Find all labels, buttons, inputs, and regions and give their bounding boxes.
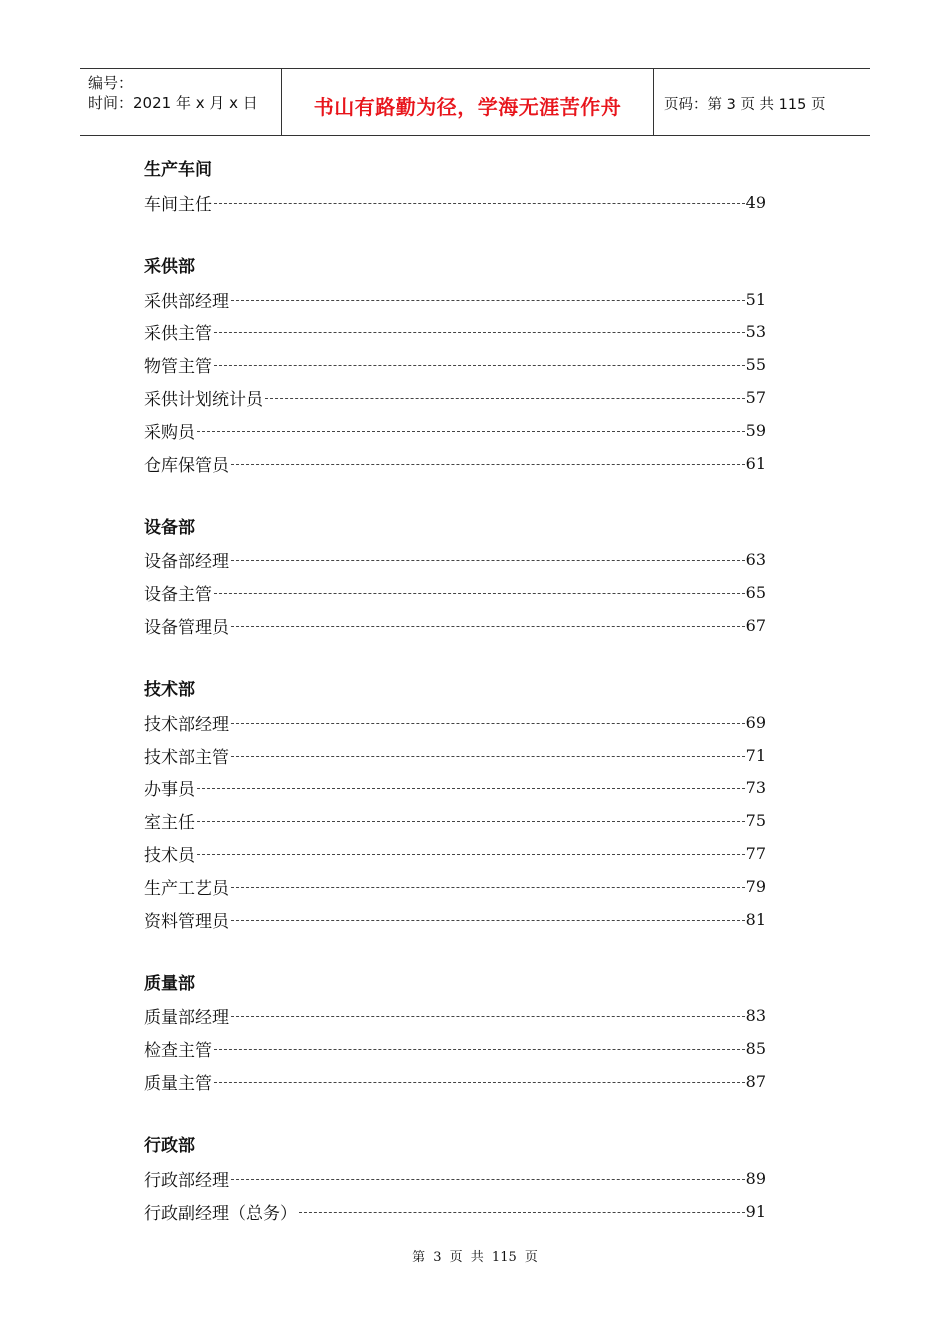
toc-entry-label: 采购员 (144, 422, 195, 443)
toc-entry-page-number: 55 (745, 355, 766, 375)
motto-text: 书山有路勤为径，学海无涯苦作舟 (313, 94, 622, 119)
toc-section-title: 设备部 (144, 517, 195, 538)
toc-leader-line (299, 1212, 745, 1213)
header-page-info: 页码：第 3 页 共 115 页 (664, 97, 826, 113)
toc-leader-line (231, 723, 745, 724)
toc-entry-label: 采供计划统计员 (144, 390, 263, 411)
toc-entry-page-number: 73 (745, 778, 766, 798)
toc-entry-label: 生产工艺员 (144, 878, 229, 899)
toc-entry-page-number: 57 (745, 388, 766, 408)
toc-entry[interactable] (144, 1000, 766, 1033)
toc-leader-line (197, 788, 745, 789)
toc-entry-page-number: 65 (745, 583, 766, 603)
toc-leader-line (197, 854, 745, 855)
toc-entry-label: 室主任 (144, 813, 195, 834)
toc-entry-label: 技术部经理 (144, 714, 229, 735)
toc-entry[interactable] (144, 544, 766, 577)
toc-entry-label: 技术员 (144, 846, 195, 867)
toc-leader-line (231, 920, 745, 921)
toc-section (144, 968, 766, 1098)
toc-entry-page-number: 69 (745, 712, 766, 732)
page-footer: 第 3 页 共 115 页 (412, 1250, 538, 1265)
toc-entry-page-number: 49 (745, 192, 766, 212)
toc-entry[interactable] (144, 837, 766, 870)
toc-entry[interactable] (144, 283, 766, 316)
toc-section (144, 674, 766, 936)
toc-entry[interactable] (144, 903, 766, 936)
toc-entry-label: 设备管理员 (144, 618, 229, 639)
toc-entry-label: 办事员 (144, 780, 195, 801)
toc-entry[interactable] (144, 739, 766, 772)
toc-section-title: 采供部 (144, 256, 195, 277)
toc-section (144, 1130, 766, 1228)
toc-entry-page-number: 83 (745, 1006, 766, 1026)
toc-entry-page-number: 59 (745, 420, 766, 440)
toc-section (144, 512, 766, 642)
toc-entry[interactable] (144, 609, 766, 642)
toc-entry-label: 检查主管 (144, 1041, 212, 1062)
toc-entry-page-number: 87 (745, 1072, 766, 1092)
toc-entry-page-number: 77 (745, 844, 766, 864)
toc-entry-page-number: 51 (745, 289, 766, 309)
toc-entry-label: 采供部经理 (144, 291, 229, 312)
toc-leader-line (265, 398, 745, 399)
toc-leader-line (231, 560, 745, 561)
toc-section (144, 251, 766, 480)
toc-entry-page-number: 91 (745, 1201, 766, 1221)
toc-entry-page-number: 79 (745, 876, 766, 896)
toc-section (144, 154, 766, 219)
toc-entry-label: 仓库保管员 (144, 455, 229, 476)
toc-entry[interactable] (144, 1032, 766, 1065)
table-of-contents (144, 154, 766, 1260)
toc-entry[interactable] (144, 1065, 766, 1098)
toc-section-title: 技术部 (144, 679, 195, 700)
toc-entry-page-number: 81 (745, 909, 766, 929)
toc-section-title: 生产车间 (144, 160, 212, 180)
document-date: 时间：2021 年 x 月 x 日 (88, 94, 258, 112)
header-meta-cell (80, 69, 282, 135)
toc-entry-page-number: 61 (745, 453, 766, 473)
toc-leader-line (214, 203, 745, 204)
toc-entry[interactable] (144, 1162, 766, 1195)
toc-leader-line (231, 300, 745, 301)
toc-leader-line (214, 365, 745, 366)
toc-entry-label: 车间主任 (144, 194, 212, 215)
toc-entry-label: 资料管理员 (144, 911, 229, 932)
toc-entry[interactable] (144, 576, 766, 609)
toc-leader-line (231, 756, 745, 757)
header-motto-cell (282, 69, 654, 135)
toc-entry[interactable] (144, 1195, 766, 1228)
header-page-cell (654, 69, 870, 135)
toc-leader-line (231, 1179, 745, 1180)
toc-entry-label: 设备部经理 (144, 552, 229, 573)
toc-leader-line (214, 332, 745, 333)
toc-entry-label: 质量部经理 (144, 1008, 229, 1029)
toc-entry[interactable] (144, 804, 766, 837)
toc-entry-label: 技术部主管 (144, 747, 229, 768)
toc-entry-label: 行政部经理 (144, 1170, 229, 1191)
toc-entry-label: 设备主管 (144, 585, 212, 606)
toc-entry-page-number: 67 (745, 616, 766, 636)
toc-entry[interactable] (144, 414, 766, 447)
toc-leader-line (231, 887, 745, 888)
toc-entry-label: 质量主管 (144, 1074, 212, 1095)
document-number-label: 编号： (88, 74, 134, 92)
toc-leader-line (214, 1049, 745, 1050)
toc-entry[interactable] (144, 186, 766, 219)
toc-leader-line (214, 1082, 745, 1083)
toc-entry[interactable] (144, 381, 766, 414)
toc-entry-page-number: 75 (745, 811, 766, 831)
toc-entry[interactable] (144, 316, 766, 349)
toc-entry[interactable] (144, 348, 766, 381)
toc-entry[interactable] (144, 447, 766, 480)
toc-leader-line (231, 464, 745, 465)
toc-leader-line (197, 431, 745, 432)
toc-entry-page-number: 85 (745, 1039, 766, 1059)
toc-leader-line (231, 1016, 745, 1017)
toc-entry-page-number: 63 (745, 550, 766, 570)
toc-section-title: 行政部 (144, 1135, 195, 1156)
toc-entry-label: 行政副经理（总务） (144, 1203, 297, 1224)
toc-leader-line (214, 593, 745, 594)
toc-leader-line (197, 821, 745, 822)
toc-entry[interactable] (144, 870, 766, 903)
toc-section-title: 质量部 (144, 973, 195, 994)
toc-leader-line (231, 626, 745, 627)
document-header (80, 68, 870, 136)
toc-entry[interactable] (144, 772, 766, 805)
toc-entry-page-number: 53 (745, 322, 766, 342)
toc-entry-label: 采供主管 (144, 324, 212, 345)
toc-entry-page-number: 71 (745, 745, 766, 765)
toc-entry-label: 物管主管 (144, 357, 212, 378)
toc-entry[interactable] (144, 706, 766, 739)
toc-entry-page-number: 89 (745, 1168, 766, 1188)
